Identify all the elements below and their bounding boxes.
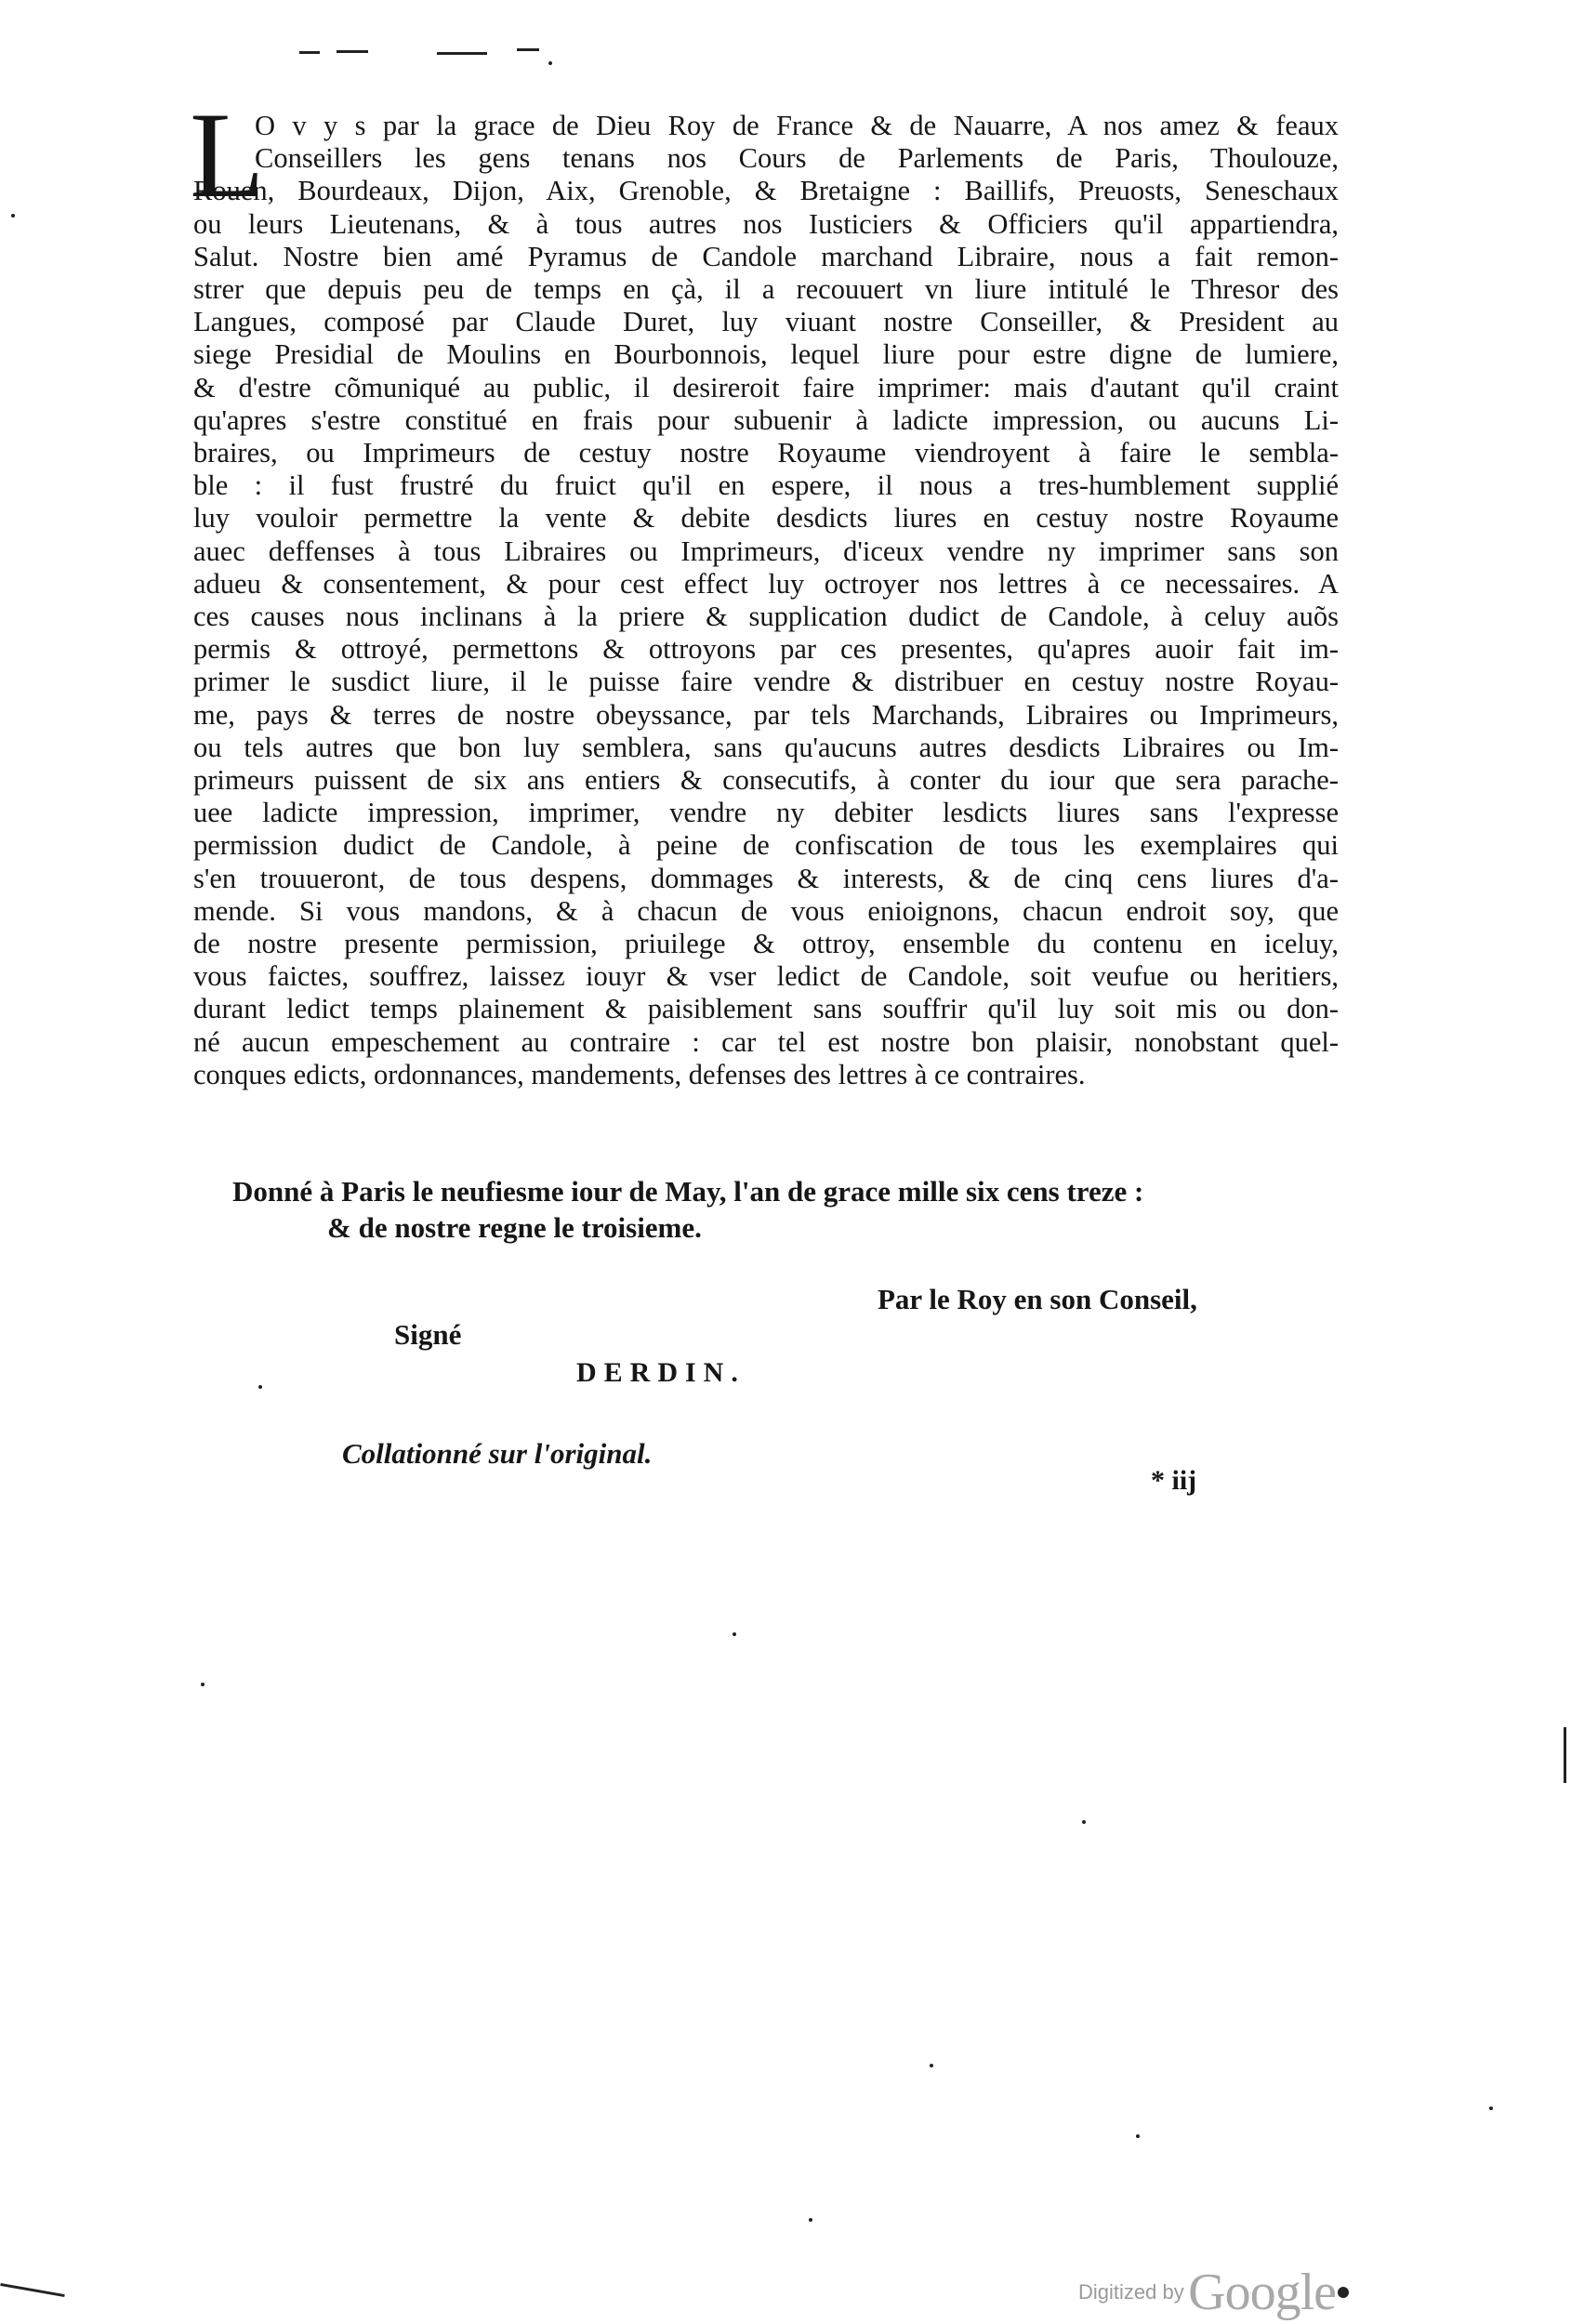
signe-label: Signé: [394, 1318, 462, 1351]
scan-dot: [733, 1632, 736, 1636]
text-line: luy vouloir permettre la vente & debite desdicts liures en cestuy nostre Royaume: [193, 502, 1339, 535]
signatory-name: DERDIN.: [576, 1357, 746, 1388]
text-line: primeurs puissent de six ans entiers & consecutifs, à conter du iour que sera parache-: [193, 764, 1339, 797]
text-line: me, pays & terres de nostre obeyssance, par tels Marchands, Libraires ou Imprimeurs,: [193, 698, 1339, 731]
digitized-by-label: Digitized by: [1078, 2280, 1184, 2304]
text-line: ou tels autres que bon luy semblera, sans qu'aucuns autres desdicts Libraires ou Im-: [193, 731, 1339, 763]
text-line: conques edicts, ordonnances, mandements, defenses des lettres à ce contraires.: [193, 1058, 1086, 1090]
dated-clause: [232, 1173, 1143, 1246]
drop-cap: L: [190, 86, 263, 223]
logo-dot-icon: [1338, 2287, 1349, 2298]
scan-dot: [548, 61, 552, 65]
text-line: de nostre presente permission, priuilege & ottroy, ensemble du contenu en iceluy,: [193, 928, 1339, 960]
scan-mark: [337, 50, 368, 53]
scan-dot: [11, 214, 15, 218]
digitized-watermark: [1078, 2263, 1349, 2322]
text-line: & d'estre cõmuniqué au public, il desireroit faire imprimer: mais d'autant qu'il craint: [193, 371, 1339, 403]
text-line: auec deffenses à tous Libraires ou Imprimeurs, d'iceux vendre ny imprimer sans son: [193, 535, 1339, 567]
text-line: Langues, composé par Claude Duret, luy viuant nostre Conseiller, & President au: [193, 306, 1339, 338]
scan-dot: [809, 2218, 812, 2222]
text-line: durant ledict temps plainement & paisiblement sans souffrir qu'il luy soit mis ou don-: [193, 993, 1339, 1025]
text-line: vous faictes, souffrez, laissez iouyr & vser ledict de Candole, soit veufue ou heritiers,: [193, 960, 1339, 993]
scan-dot: [1136, 2134, 1140, 2138]
google-logo: Google: [1188, 2264, 1337, 2321]
text-line: permis & ottroyé, permettons & ottroyons par ces presentes, qu'apres auoir fait im-: [193, 633, 1339, 666]
scan-dot: [258, 1385, 262, 1389]
text-line: Rouen, Bourdeaux, Dijon, Aix, Grenoble, & Bretaigne : Baillifs, Preuosts, Seneschaux: [193, 175, 1339, 207]
text-line: braires, ou Imprimeurs de cestuy nostre Royaume viendroyent à faire le sembla-: [193, 437, 1339, 469]
text-line: qu'apres s'estre constitué en frais pour subuenir à ladicte impression, ou aucuns Li-: [193, 403, 1339, 436]
text-line: siege Presidial de Moulins en Bourbonnois, lequel liure pour estre digne de lumiere,: [193, 338, 1339, 371]
scan-mark: [437, 52, 487, 55]
text-line: ble : il fust frustré du fruict qu'il en espere, il nous a tres-humblement supplié: [193, 469, 1339, 502]
scan-mark: [0, 2283, 64, 2297]
text-line: mende. Si vous mandons, & à chacun de vous enioignons, chacun endroit soy, que: [193, 894, 1339, 927]
scan-dot: [1489, 2106, 1493, 2110]
scan-mark: [299, 51, 320, 54]
text-line: primer le susdict liure, il le puisse faire vendre & distribuer en cestuy nostre Royau-: [193, 666, 1339, 698]
collation-note: Collationné sur l'original.: [342, 1437, 653, 1470]
text-line: né aucun empeschement au contraire : car tel est nostre bon plaisir, nonobstant quel-: [193, 1025, 1339, 1058]
text-line: Salut. Nostre bien amé Pyramus de Candole marchand Libraire, nous a fait remon-: [193, 240, 1339, 272]
scan-dot: [1082, 1820, 1086, 1824]
scan-dot: [201, 1683, 205, 1686]
text-line: O v y s par la grace de Dieu Roy de France & de Nauarre, A nos amez & feaux: [255, 110, 1339, 141]
text-line: strer que depuis peu de temps en çà, il a recouuert vn liure intitulé le Thresor des: [193, 273, 1339, 306]
folio-signature: * iij: [1151, 1465, 1197, 1496]
text-line: ces causes nous inclinans à la priere & supplication dudict de Candole, à celuy auõs: [193, 601, 1339, 633]
text-line: uee ladicte impression, imprimer, vendre ny debiter lesdicts liures sans l'expresse: [193, 797, 1339, 829]
text-line: adueu & consentement, & pour cest effect luy octroyer nos lettres à ce necessaires. A: [193, 567, 1339, 600]
text-line: s'en trouueront, de tous despens, dommages & interests, & de cinq cens liures d'a-: [193, 862, 1339, 894]
text-line: Conseillers les gens tenans nos Cours de Parlements de Paris, Thoulouze,: [255, 142, 1339, 175]
dated-line: Donné à Paris le neufiesme iour de May, l'an de grace mille six cens treze :: [232, 1175, 1144, 1208]
scan-mark: [1564, 1727, 1566, 1783]
text-line: ou leurs Lieutenans, & à tous autres nos Iusticiers & Officiers qu'il appartiendra,: [193, 207, 1339, 240]
privilege-text: [193, 110, 1339, 1091]
scan-dot: [930, 2064, 933, 2067]
regnal-year-line: & de nostre regne le troisieme.: [327, 1211, 702, 1244]
text-line: permission dudict de Candole, à peine de confiscation de tous les exemplaires qui: [193, 829, 1339, 862]
par-le-roy: Par le Roy en son Conseil,: [878, 1283, 1197, 1315]
scan-mark: [517, 48, 539, 51]
